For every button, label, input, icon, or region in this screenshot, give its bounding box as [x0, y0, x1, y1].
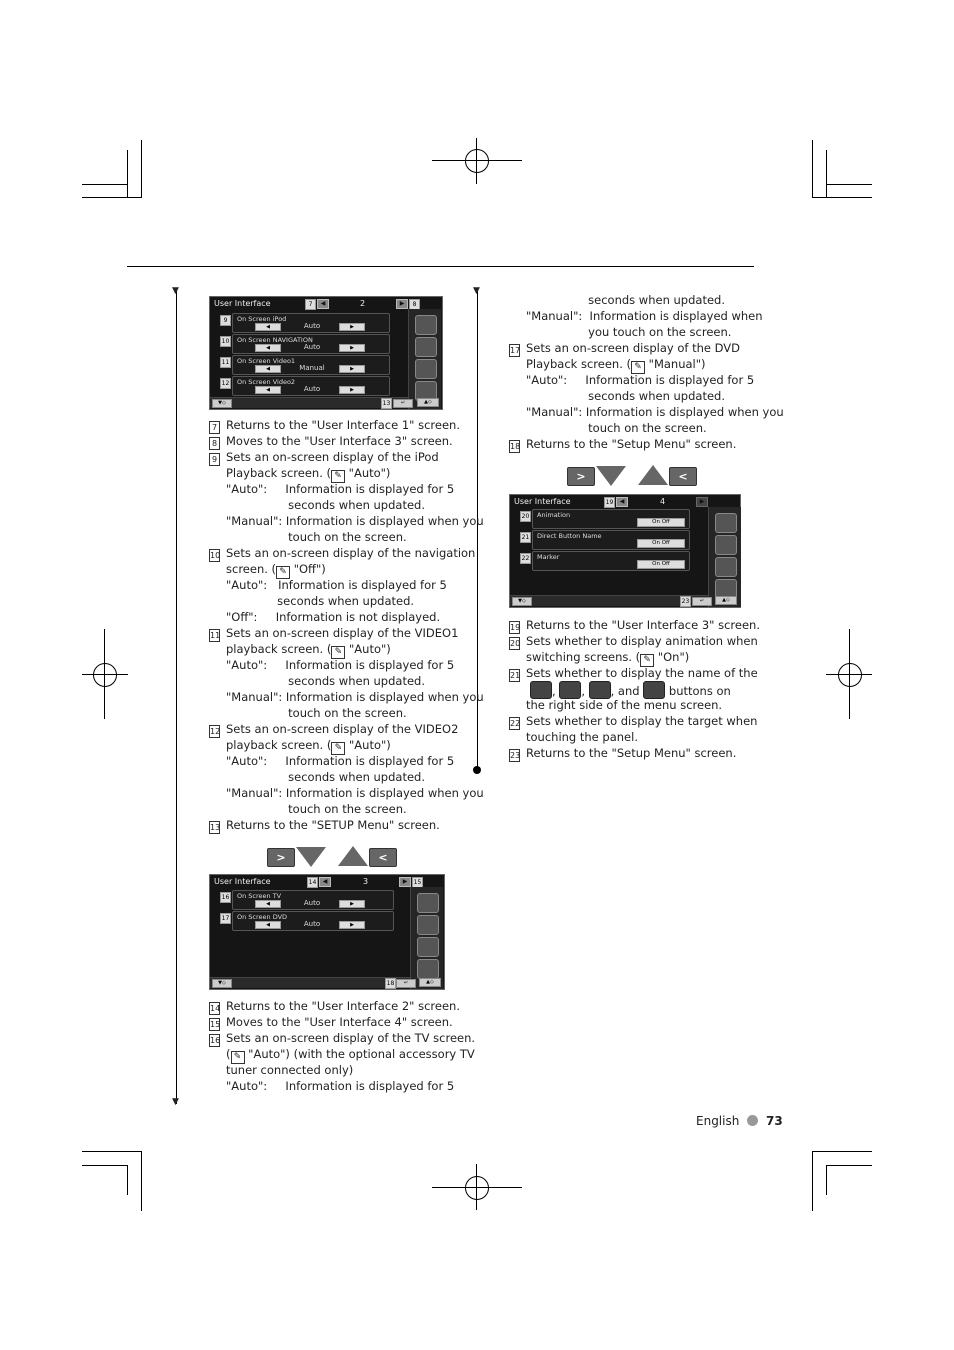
description-line	[226, 1062, 353, 1078]
default-setting-wrench-icon: ✎	[640, 654, 654, 667]
setting-label: On Screen Video2	[237, 378, 296, 386]
screen-title: User Interface	[214, 877, 271, 886]
description-line	[509, 436, 736, 453]
user-interface-3-screen	[209, 874, 445, 990]
description-text: Returns to the "User Interface 2" screen.	[226, 999, 460, 1013]
description-line	[526, 308, 763, 324]
description-line	[226, 753, 454, 769]
description-text: Sets an on-screen display of the VIDEO2	[226, 722, 459, 736]
callout-marker: 23	[681, 598, 690, 605]
description-line	[209, 721, 458, 738]
av-settings-icon[interactable]	[715, 535, 737, 555]
increase-button[interactable]: ▶	[339, 344, 365, 352]
page-number: 73	[766, 1114, 783, 1128]
description-line	[509, 745, 736, 762]
setting-row	[232, 890, 394, 910]
callout-marker: 19	[605, 499, 614, 506]
setting-label: On Screen TV	[237, 892, 282, 900]
description-text: Returns to the "Setup Menu" screen.	[526, 437, 737, 451]
callout-number: 16	[210, 1036, 221, 1045]
on-off-toggle[interactable]: On Off	[637, 539, 685, 548]
callout-number: 20	[510, 639, 521, 648]
description-line	[226, 577, 447, 593]
setting-value: Auto	[303, 920, 321, 928]
callout-marker: 9	[220, 315, 231, 326]
down-arrow-icon	[296, 847, 326, 867]
up-arrow-icon	[638, 465, 668, 485]
separator: , and	[610, 684, 640, 698]
description-text: switching screens. (	[526, 650, 641, 664]
user-interface-2-screen	[209, 296, 443, 410]
next-page-button[interactable]: ▶	[399, 877, 411, 887]
description-text: "Auto": Information is displayed for 5	[226, 658, 455, 672]
setting-row	[232, 334, 390, 354]
callout-number: 15	[210, 1020, 221, 1029]
callout-marker: 7	[305, 299, 316, 310]
description-text: seconds when updated.	[226, 498, 425, 512]
setting-label: Animation	[537, 511, 571, 519]
callout-number: 10	[210, 551, 221, 560]
callout-marker: 13	[382, 400, 391, 407]
description-text: touch on the screen.	[526, 421, 707, 435]
description-text: Returns to the "SETUP Menu" screen.	[226, 818, 440, 832]
on-off-toggle[interactable]: On Off	[637, 560, 685, 569]
description-line	[526, 697, 722, 713]
description-text: Returns to the "Setup Menu" screen.	[526, 746, 737, 760]
description-text: "On")	[657, 650, 690, 664]
return-button[interactable]: ↵	[692, 597, 712, 606]
user-interface-4-screen	[509, 494, 741, 608]
description-text: seconds when updated.	[226, 594, 415, 608]
description-line	[226, 657, 454, 673]
description-line	[209, 998, 460, 1015]
description-text: "Auto": Information is displayed for 5	[226, 482, 455, 496]
description-text: touch on the screen.	[226, 802, 407, 816]
decrease-button[interactable]: ◀	[255, 900, 281, 908]
callout-marker: 17	[221, 915, 230, 922]
bottom-bar	[210, 977, 410, 988]
scroll-button[interactable]: ▼◇	[212, 979, 232, 988]
callout-marker: 12	[221, 380, 230, 387]
description-line	[226, 593, 414, 609]
description-line	[209, 433, 453, 450]
footer-language: English	[696, 1114, 740, 1128]
description-text: "Manual": Information is displayed when	[526, 309, 763, 323]
setting-label: Direct Button Name	[537, 532, 602, 540]
description-line	[226, 609, 440, 625]
next-page-button[interactable]: ▶	[396, 299, 408, 309]
separator: ,	[581, 684, 585, 698]
av-settings-icon[interactable]	[415, 337, 437, 357]
description-line	[226, 801, 407, 817]
description-text: Playback screen. (	[526, 357, 631, 371]
description-line	[209, 1030, 475, 1047]
callout-marker: 15	[413, 879, 422, 886]
header-rule	[127, 266, 754, 267]
screen-title: User Interface	[514, 497, 571, 506]
description-line	[526, 292, 725, 308]
description-text: seconds when updated.	[526, 389, 725, 403]
setting-label: Marker	[537, 553, 560, 561]
menu-sidebar	[708, 507, 741, 607]
description-text: seconds when updated.	[526, 293, 725, 307]
description-line	[226, 705, 407, 721]
description-line	[526, 388, 725, 404]
increase-button[interactable]: ▶	[339, 386, 365, 394]
speaker-icon[interactable]	[715, 557, 737, 577]
callout-number: 17	[510, 346, 521, 355]
description-line	[509, 633, 758, 650]
setting-row	[532, 551, 690, 571]
callout-marker: 14	[308, 879, 317, 886]
menu-grid-icon[interactable]	[415, 315, 437, 335]
description-line	[209, 545, 475, 562]
description-line	[209, 625, 458, 642]
page-number: 4	[660, 497, 666, 506]
description-text: Returns to the "User Interface 1" screen.	[226, 418, 460, 432]
description-text: Sets an on-screen display of the VIDEO1	[226, 626, 459, 640]
setting-value: Auto	[303, 385, 321, 393]
description-line	[526, 420, 707, 436]
description-text: the right side of the menu screen.	[526, 698, 723, 712]
page-number: 3	[363, 877, 369, 886]
setting-value: Auto	[303, 899, 321, 907]
description-text: "Auto")	[349, 642, 391, 656]
description-text: Sets whether to display the target when	[526, 714, 758, 728]
prev-page-button[interactable]: ◀	[616, 497, 628, 507]
default-setting-wrench-icon: ✎	[331, 646, 345, 659]
callout-number: 14	[210, 1004, 221, 1013]
prev-page-button[interactable]: ◀	[319, 877, 331, 887]
return-button[interactable]: ↵	[393, 399, 413, 408]
callout-marker: 10	[221, 338, 230, 345]
separator: ,	[552, 684, 556, 698]
page-footer	[696, 1114, 783, 1128]
callout-marker: 22	[521, 555, 530, 562]
callout-number: 12	[210, 727, 221, 736]
scroll-button[interactable]: ▼◇	[212, 399, 232, 408]
description-text: Sets an on-screen display of the navigation	[226, 546, 476, 560]
menu-sidebar	[408, 309, 441, 409]
description-text: Sets whether to display animation when	[526, 634, 758, 648]
description-line	[509, 713, 757, 730]
description-text: "Off": Information is not displayed.	[226, 610, 441, 624]
setup-tools-icon[interactable]	[417, 959, 439, 979]
decrease-button[interactable]: ◀	[255, 365, 281, 373]
up-arrow-icon	[338, 846, 368, 866]
scroll-button[interactable]: ▼◇	[512, 597, 532, 606]
menu-grid-icon[interactable]	[417, 893, 439, 913]
description-line	[526, 372, 754, 388]
description-line	[209, 449, 439, 466]
description-text: "Auto": Information is displayed for 5	[226, 754, 455, 768]
av-settings-icon[interactable]	[417, 915, 439, 935]
description-text: "Manual": Information is displayed when you	[226, 514, 484, 528]
increase-button[interactable]: ▶	[339, 365, 365, 373]
description-text: touching the panel.	[526, 730, 638, 744]
description-line	[226, 513, 484, 529]
scroll-arrows-button[interactable]: ▲◇	[715, 596, 737, 605]
setting-row	[232, 376, 390, 396]
flow-arrow-icon: ▼	[172, 1097, 179, 1107]
description-text: screen. (	[226, 562, 277, 576]
prev-page-button[interactable]: ◀	[317, 299, 329, 309]
speaker-icon[interactable]	[415, 359, 437, 379]
callout-number: 8	[209, 437, 220, 450]
speaker-icon[interactable]	[417, 937, 439, 957]
description-text: Moves to the "User Interface 3" screen.	[226, 434, 453, 448]
on-off-toggle[interactable]: On Off	[637, 518, 685, 527]
callout-number: 13	[210, 823, 221, 832]
description-text: "Auto") (with the optional accessory TV	[248, 1047, 475, 1061]
next-arrow-icon: >	[267, 848, 295, 867]
setting-label: On Screen Video1	[237, 357, 296, 365]
description-line	[509, 665, 758, 682]
callout-number: 21	[510, 671, 521, 680]
page-number: 2	[360, 299, 366, 308]
next-arrow-icon: >	[567, 467, 595, 486]
return-button[interactable]: ↵	[396, 979, 416, 988]
scroll-arrows-button[interactable]: ▲◇	[419, 978, 441, 987]
setting-value: Manual	[299, 364, 325, 372]
decrease-button[interactable]: ◀	[255, 386, 281, 394]
callout-marker: 16	[221, 894, 230, 901]
callout-marker: 8	[409, 299, 420, 310]
increase-button[interactable]: ▶	[339, 921, 365, 929]
callout-number: 23	[510, 751, 521, 760]
increase-button[interactable]: ▶	[339, 900, 365, 908]
menu-grid-icon[interactable]	[715, 513, 737, 533]
default-setting-wrench-icon: ✎	[331, 470, 345, 483]
decrease-button[interactable]: ◀	[255, 344, 281, 352]
description-text: "Manual": Information is displayed when you	[526, 405, 784, 419]
description-line	[226, 1078, 454, 1094]
description-line	[226, 529, 407, 545]
scroll-arrows-button[interactable]: ▲◇	[417, 398, 439, 407]
setting-label: On Screen NAVIGATION	[237, 336, 313, 344]
description-text: seconds when updated.	[226, 770, 425, 784]
setting-value: Auto	[303, 322, 321, 330]
default-setting-wrench-icon: ✎	[631, 361, 645, 374]
flow-arrow-icon: ▼	[172, 286, 179, 296]
bottom-bar	[210, 397, 408, 408]
description-line	[226, 689, 484, 705]
description-text: "Auto": Information is displayed for 5	[526, 373, 755, 387]
callout-marker: 21	[521, 534, 530, 541]
description-text: "Auto": Information is displayed for 5	[226, 1079, 455, 1093]
footer-dot-icon	[747, 1115, 758, 1126]
setting-row	[232, 313, 390, 333]
down-arrow-icon	[596, 466, 626, 486]
setting-label: On Screen DVD	[237, 913, 288, 921]
prev-arrow-icon: <	[669, 467, 697, 486]
setting-row	[232, 355, 390, 375]
setting-row	[532, 509, 690, 529]
callout-number: 9	[209, 453, 220, 466]
description-text: "Manual": Information is displayed when you	[226, 690, 484, 704]
default-setting-wrench-icon: ✎	[276, 566, 290, 579]
callout-marker: 11	[221, 359, 230, 366]
description-line	[526, 404, 784, 420]
description-line	[209, 817, 440, 834]
description-line	[526, 729, 638, 745]
increase-button[interactable]: ▶	[339, 323, 365, 331]
column-flow-line-left	[176, 290, 177, 1104]
description-text: playback screen. (	[226, 738, 332, 752]
description-line	[226, 785, 484, 801]
description-line	[226, 673, 425, 689]
callout-number: 18	[510, 442, 521, 451]
description-text: Playback screen. (	[226, 466, 331, 480]
description-text: Sets an on-screen display of the TV screen.	[226, 1031, 476, 1045]
description-text: touch on the screen.	[226, 706, 407, 720]
description-text: "Manual")	[648, 357, 706, 371]
decrease-button[interactable]: ◀	[255, 323, 281, 331]
description-text: "Manual": Information is displayed when you	[226, 786, 484, 800]
description-text: buttons on	[668, 684, 731, 698]
callout-marker: 18	[386, 980, 395, 987]
description-text: you touch on the screen.	[526, 325, 732, 339]
setting-row	[532, 530, 690, 550]
description-text: "Auto")	[349, 738, 391, 752]
description-text: Returns to the "User Interface 3" screen.	[526, 618, 760, 632]
default-setting-wrench-icon: ✎	[331, 742, 345, 755]
description-text: Sets an on-screen display of the iPod	[226, 450, 439, 464]
setting-value: Auto	[303, 343, 321, 351]
menu-sidebar	[410, 887, 443, 989]
description-text: Sets whether to display the name of the	[526, 666, 758, 680]
description-text: touch on the screen.	[226, 530, 407, 544]
callout-number: 7	[209, 421, 220, 434]
screen-title: User Interface	[214, 299, 271, 308]
description-text: tuner connected only)	[226, 1063, 354, 1077]
description-line	[209, 1014, 453, 1031]
description-text: playback screen. (	[226, 642, 332, 656]
description-line	[226, 769, 425, 785]
description-text: "Auto")	[348, 466, 391, 480]
decrease-button[interactable]: ◀	[255, 921, 281, 929]
bottom-bar	[510, 595, 708, 606]
description-line	[509, 340, 740, 357]
callout-marker: 20	[521, 513, 530, 520]
description-line	[509, 617, 760, 634]
flow-end-dot-icon	[473, 766, 481, 774]
description-text: Sets an on-screen display of the DVD	[526, 341, 741, 355]
flow-arrow-icon: ▼	[473, 286, 480, 296]
callout-number: 22	[510, 719, 521, 728]
description-text: "Auto": Information is displayed for 5	[226, 578, 447, 592]
description-text: (	[226, 1047, 231, 1061]
setting-label: On Screen iPod	[237, 315, 287, 323]
default-setting-wrench-icon: ✎	[231, 1051, 245, 1064]
setting-row	[232, 911, 394, 931]
description-line	[226, 497, 425, 513]
description-line	[226, 481, 454, 497]
callout-number: 11	[210, 631, 221, 640]
description-text: Moves to the "User Interface 4" screen.	[226, 1015, 453, 1029]
description-text: seconds when updated.	[226, 674, 425, 688]
description-line	[209, 417, 460, 434]
callout-number: 19	[510, 623, 521, 632]
prev-arrow-icon: <	[369, 848, 397, 867]
description-line	[526, 324, 731, 340]
description-text: "Off")	[293, 562, 326, 576]
next-page-button[interactable]: ▶	[696, 497, 708, 507]
